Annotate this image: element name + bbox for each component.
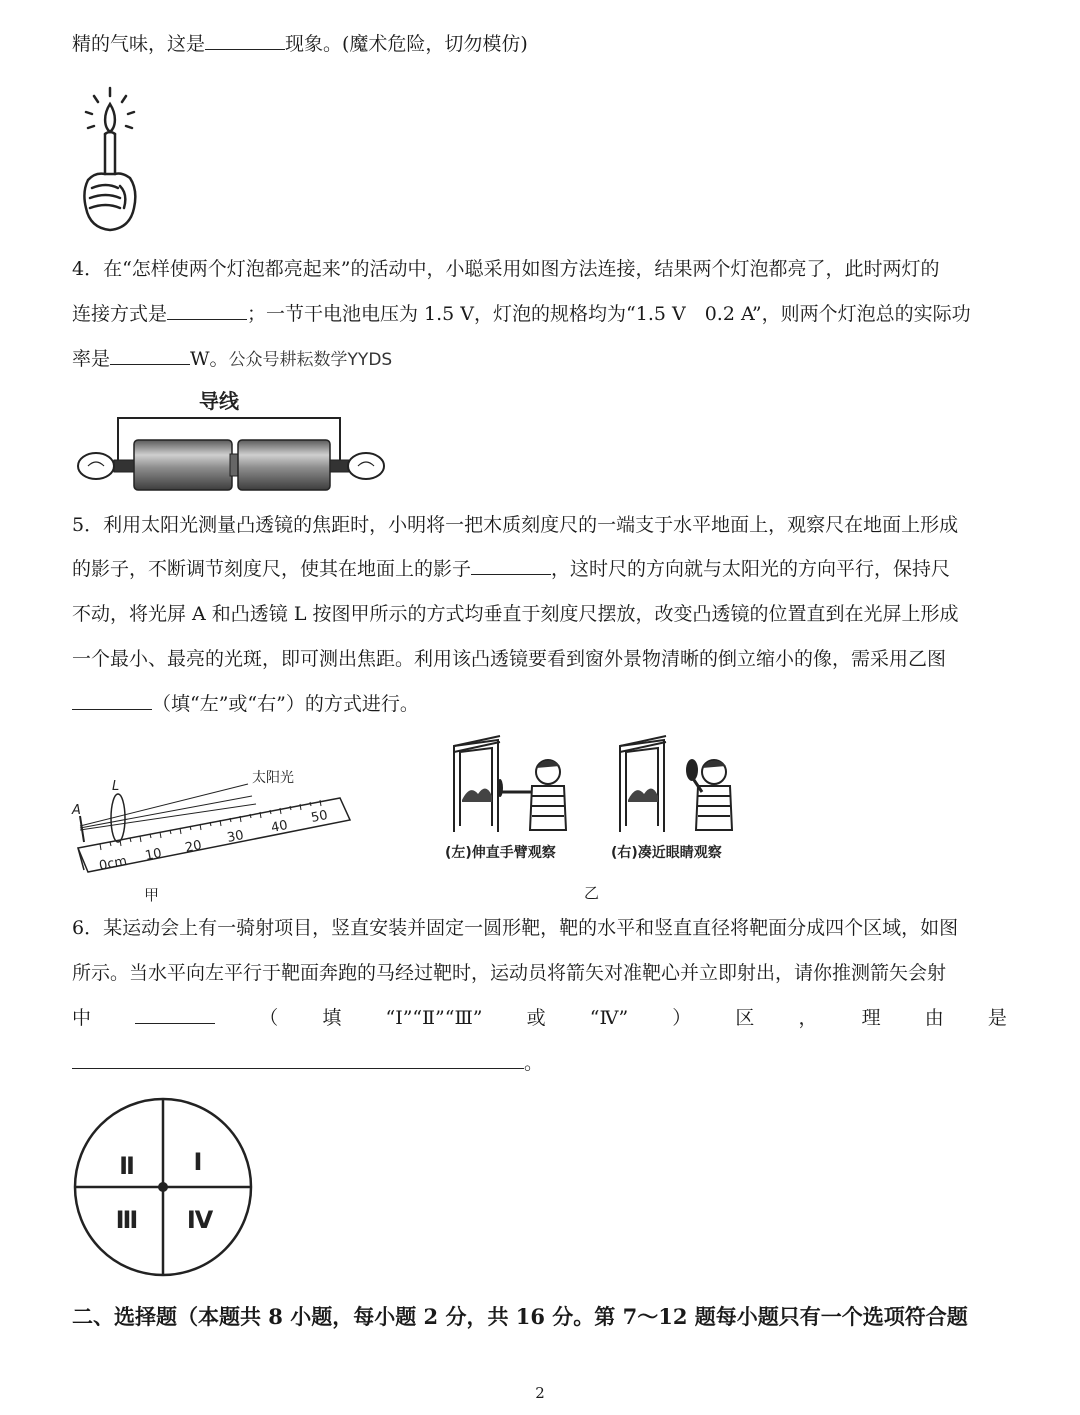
battery-left	[134, 440, 232, 490]
q5-line-4: 一个最小、最亮的光斑，即可测出焦距。利用该凸透镜要看到窗外景物清晰的倒立缩小的像，需采用乙图	[72, 648, 947, 670]
q5-line-5	[72, 691, 419, 717]
page-number: 2	[535, 1384, 545, 1402]
q6-word-4: 或	[526, 1007, 546, 1029]
q4-line-2	[72, 301, 971, 327]
q4-power-blank[interactable]	[110, 346, 190, 365]
q4-line2-part-a: 连接方式是	[72, 303, 168, 325]
ruler-tick-0: 0cm	[97, 853, 129, 874]
observe-right-caption: (右)凑近眼睛观察	[611, 845, 722, 861]
target-center-dot	[158, 1182, 168, 1192]
q6-line-4	[72, 1050, 543, 1076]
q5-line5-text: （填“左”或“右”）的方式进行。	[152, 693, 419, 715]
lens-label: L	[112, 779, 120, 794]
ruler-tick-40: 40	[269, 818, 290, 836]
watermark-text: 公众号耕耘数学YYDS	[228, 350, 393, 370]
sunlight-label: 太阳光	[252, 770, 294, 786]
ruler-tick-50: 50	[309, 808, 330, 826]
q6-line-2: 所示。当水平向左平行于靶面奔跑的马经过靶时，运动员将箭矢对准靶心并立即射出，请你推测箭矢会射	[72, 962, 947, 984]
q5-line2-part-a: 的影子，不断调节刻度尺，使其在地面上的影子	[72, 558, 472, 580]
observe-left-figure	[440, 730, 580, 836]
q6-word-3: “Ⅰ”“Ⅱ”“Ⅲ”	[385, 1007, 483, 1029]
q3-text-after: 现象。(魔术危险，切勿模仿)	[285, 33, 528, 55]
bulb-left	[78, 453, 114, 479]
observe-left-caption: (左)伸直手臂观察	[445, 845, 556, 861]
q6-line-1: 6．某运动会上有一骑射项目，竖直安装并固定一圆形靶，靶的水平和竖直直径将靶面分成四个区域，如图	[72, 917, 959, 939]
q4-line2-part-b: ；一节干电池电压为 1.5 V，灯泡的规格均为“1.5 V 0.2 A”，则两个灯泡总的实际功	[247, 303, 971, 325]
battery-bulb-figure	[74, 382, 386, 500]
region-III-label: Ⅲ	[115, 1206, 139, 1234]
q5-line2-part-b: ，这时尺的方向就与太阳光的方向平行，保持尺	[551, 558, 951, 580]
q6-word-8: ，	[798, 1007, 818, 1029]
target-figure	[72, 1096, 258, 1282]
q6-word-9: 理	[861, 1007, 881, 1029]
q3-tail-line	[72, 31, 528, 57]
q6-line4-end: 。	[524, 1052, 544, 1074]
ruler-tick-10: 10	[143, 846, 164, 864]
q3-answer-blank[interactable]	[205, 31, 285, 50]
q4-line3-part-b: W。	[190, 348, 229, 370]
q6-word-7: 区	[735, 1007, 755, 1029]
q6-word-1: （	[259, 1007, 279, 1029]
q6-word-2: 填	[322, 1007, 342, 1029]
region-II-label: Ⅱ	[119, 1152, 135, 1180]
q3-text-before: 精的气味，这是	[72, 33, 206, 55]
battery-right	[238, 440, 330, 490]
figure-yi-caption: 乙	[584, 884, 600, 902]
q4-line-3	[72, 346, 392, 373]
q6-word-6: ）	[672, 1007, 692, 1029]
screen-label: A	[72, 803, 81, 818]
bulb-right	[348, 453, 384, 479]
q5-line-3: 不动，将光屏 A 和凸透镜 L 按图甲所示的方式均垂直于刻度尺摆放，改变凸透镜的位置直到在光屏上形成	[72, 603, 959, 625]
observe-right-figure	[606, 730, 746, 836]
q4-line-1: 4．在“怎样使两个灯泡都亮起来”的活动中，小聪采用如图方法连接，结果两个灯泡都亮了，此时两灯的	[72, 258, 940, 280]
q6-word-0: 中	[72, 1007, 92, 1029]
q6-line-3	[72, 1005, 1007, 1031]
q5-method-blank[interactable]	[72, 691, 152, 710]
q5-line-1: 5．利用太阳光测量凸透镜的焦距时，小明将一把木质刻度尺的一端支于水平地面上，观察尺在地面上形成	[72, 514, 959, 536]
region-IV-label: Ⅳ	[186, 1206, 214, 1234]
section-2-heading: 二、选择题（本题共 8 小题，每小题 2 分，共 16 分。第 7～12 题每小题只有一个选项符合题	[72, 1304, 968, 1329]
q4-connection-blank[interactable]	[167, 301, 247, 320]
figure-jia-caption: 甲	[144, 886, 160, 904]
q6-region-blank[interactable]	[135, 1005, 215, 1024]
q5-shadow-blank[interactable]	[471, 556, 551, 575]
q6-word-5: “Ⅳ”	[589, 1007, 629, 1029]
q5-line-2	[72, 556, 950, 582]
wire-label: 导线	[199, 389, 239, 413]
ruler-tick-30: 30	[225, 828, 246, 846]
q4-line3-part-a: 率是	[72, 348, 111, 370]
q6-word-10: 由	[924, 1007, 944, 1029]
q6-reason-blank[interactable]	[72, 1050, 524, 1069]
burning-hand-figure	[70, 82, 150, 237]
region-I-label: Ⅰ	[193, 1148, 203, 1176]
ruler-lens-figure	[70, 760, 360, 908]
ruler-tick-20: 20	[183, 838, 204, 856]
q6-word-11: 是	[987, 1007, 1007, 1029]
